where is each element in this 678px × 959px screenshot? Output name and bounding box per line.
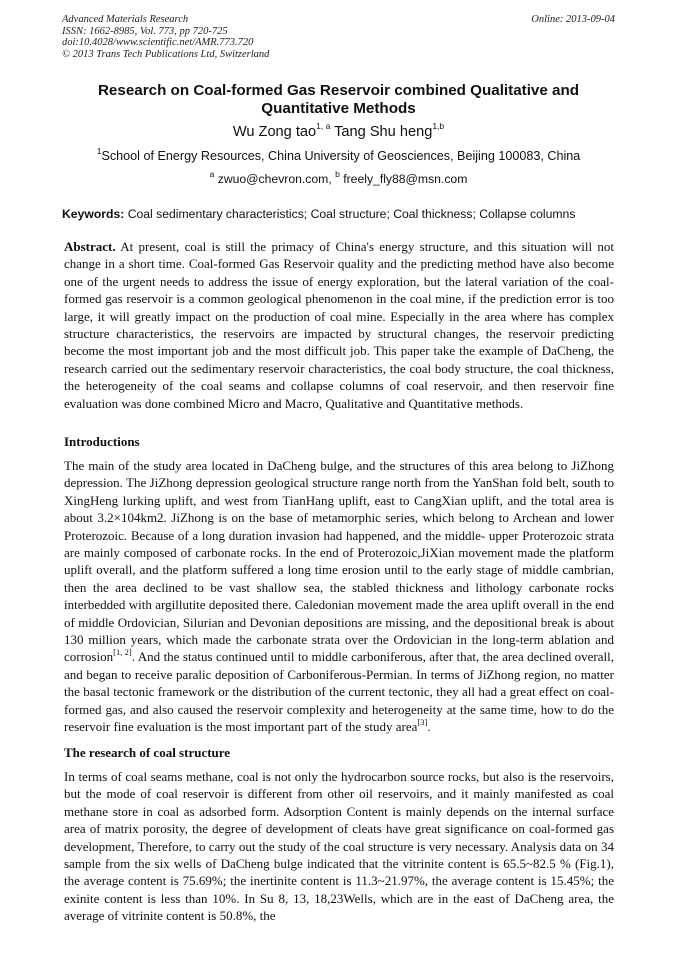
email-a[interactable]: zwuo@chevron.com, — [217, 172, 332, 186]
author-2: Tang Shu heng — [334, 124, 433, 140]
author-emails — [62, 168, 615, 187]
intro-text-3: . — [427, 719, 431, 735]
citation-1-2[interactable]: [1, 2] — [113, 647, 132, 658]
email-b[interactable]: freely_fly88@msn.com — [343, 172, 468, 186]
keywords-label: Keywords: — [62, 207, 125, 221]
journal-header — [62, 14, 269, 60]
email-a-marker: a — [209, 168, 215, 179]
author-list — [62, 123, 615, 141]
copyright-line: © 2013 Trans Tech Publications Ltd, Switzerland — [62, 48, 270, 60]
email-b-marker: b — [335, 168, 340, 179]
paper-title — [62, 82, 615, 118]
section-heading-coal-structure: The research of coal structure — [64, 745, 231, 760]
abstract-label: Abstract. — [64, 239, 116, 254]
keywords-text: Coal sedimentary characteristics; Coal structure; Coal thickness; Collapse columns — [127, 207, 576, 221]
citation-3[interactable]: [3] — [417, 716, 428, 727]
affiliation-text: School of Energy Resources, China University of Geosciences, Beijing 100083, China — [101, 149, 581, 163]
author-1-affil: 1, a — [316, 121, 331, 132]
title-line-1: Research on Coal-formed Gas Reservoir combined Qualitative and — [97, 82, 580, 99]
keywords — [62, 206, 615, 222]
coal-structure-paragraph: In terms of coal seams methane, coal is not only the hydrocarbon source rocks, but also is the reservoirs, but the mode of coal reservoir is different from other oil reservoirs, and it mainly manifested as coal methane store in coal as adsorbed form. Adsorption Content is mainly depends on the internal surface area of matrix porosity, the degree of development of cleats have great significance on coal-formed gas development, Therefore, to carry out the study of the coal structure is very necessary. Analysis data on 34 sample from the six wells of DaCheng bulge indicated that the vitrinite content is 65.5~82.5 % (Fig.1), the average content is 75.69%; the inertinite content is 11.3~21.97%, the average content is 15.45%; the exinite content is less than 10%. In Su 8, 13, 18,23Wells, which are in the east of DaCheng area, the average of vitrinite content is 50.8%, the — [64, 769, 614, 924]
issn-line: ISSN: 1662-8985, Vol. 773, pp 720-725 — [62, 25, 228, 37]
intro-text-1: The main of the study area located in DaCheng bulge, and the structures of this area belong to JiZhong depression. The JiZhong depression geological structure range north from the YanShan fold belt, south to XingHeng lurking uplift, and west from TianHang uplift, east to CangXian uplift, and the total area is about 3.2×104km2. JiZhong is on the base of metamorphic series, which belong to Archean and lower Proterozoic. Because of a long duration invasion had happened, and the middle- upper Proterozoic strata are mainly composed of carbonate rocks. In the end of Proterozoic,JiXian movement made the platform uplift overall, and the platform suffered a long time erosion until to the early stage of middle cambrian, then the area declined to be vast shallow sea, the stabled thickness and lithology carbonate rocks interbedded with argillutite deposited there. Caledonian movement made the area uplift overall in the end of middle Ordovician, Silurian and Devonian depositions are missing, and the depositional break is about 130 million years, which made the carbonate strata over the Ordovician in the long-term ablation and corrosion — [64, 458, 614, 665]
author-1: Wu Zong tao — [232, 124, 317, 140]
abstract-text: At present, coal is still the primacy of China's energy structure, and this situation will not change in a short time. Coal-formed Gas Reservoir quality and the predicting method have also become one of the urgent needs to address the issue of energy exploration, but the lateral variation of the coal-formed gas reservoir is a common geological phenomenon in the coal mine, if the prediction error is too large, it will greatly impact on the production of coal mine. Especially in the area where has complex structure characteristics, the reservoirs are impacted by structural changes, the reservoir predicting become the most important job and the most difficult job. This paper take the example of DaCheng, the research carried out the sedimentary reservoir characteristics, the coal body structure, the coal thickness, the heterogeneity of the coal seams and collapse columns of coal reservoir, and then reservoir fine evaluation was done combined Micro and Macro, Qualitative and Quantitative methods. — [64, 239, 614, 411]
author-2-affil: 1,b — [432, 121, 445, 132]
section-heading-introductions: Introductions — [64, 434, 140, 449]
abstract — [64, 238, 614, 412]
introductions-paragraph — [64, 457, 614, 736]
online-date: Online: 2013-09-04 — [531, 14, 615, 25]
intro-text-2: . And the status continued until to middle carboniferous, after that, the area declined overall, and began to receive paralic deposition of Carboniferous-Permian. In terms of JiZhong region, no matter the basal tectonic framework or the distribution of the current tectonic, they all had a great effect on coal-formed gas, and also caused the reservoir complexity and heterogeneity at the same time, how to do the reservoir fine evaluation is the most important part of the study area — [64, 649, 614, 735]
doi-line: doi:10.4028/www.scientific.net/AMR.773.720 — [62, 37, 254, 49]
title-line-2: Quantitative Methods — [261, 100, 416, 117]
affiliation-marker: 1 — [96, 145, 102, 156]
affiliation — [62, 145, 615, 164]
journal-name: Advanced Materials Research — [62, 14, 189, 25]
